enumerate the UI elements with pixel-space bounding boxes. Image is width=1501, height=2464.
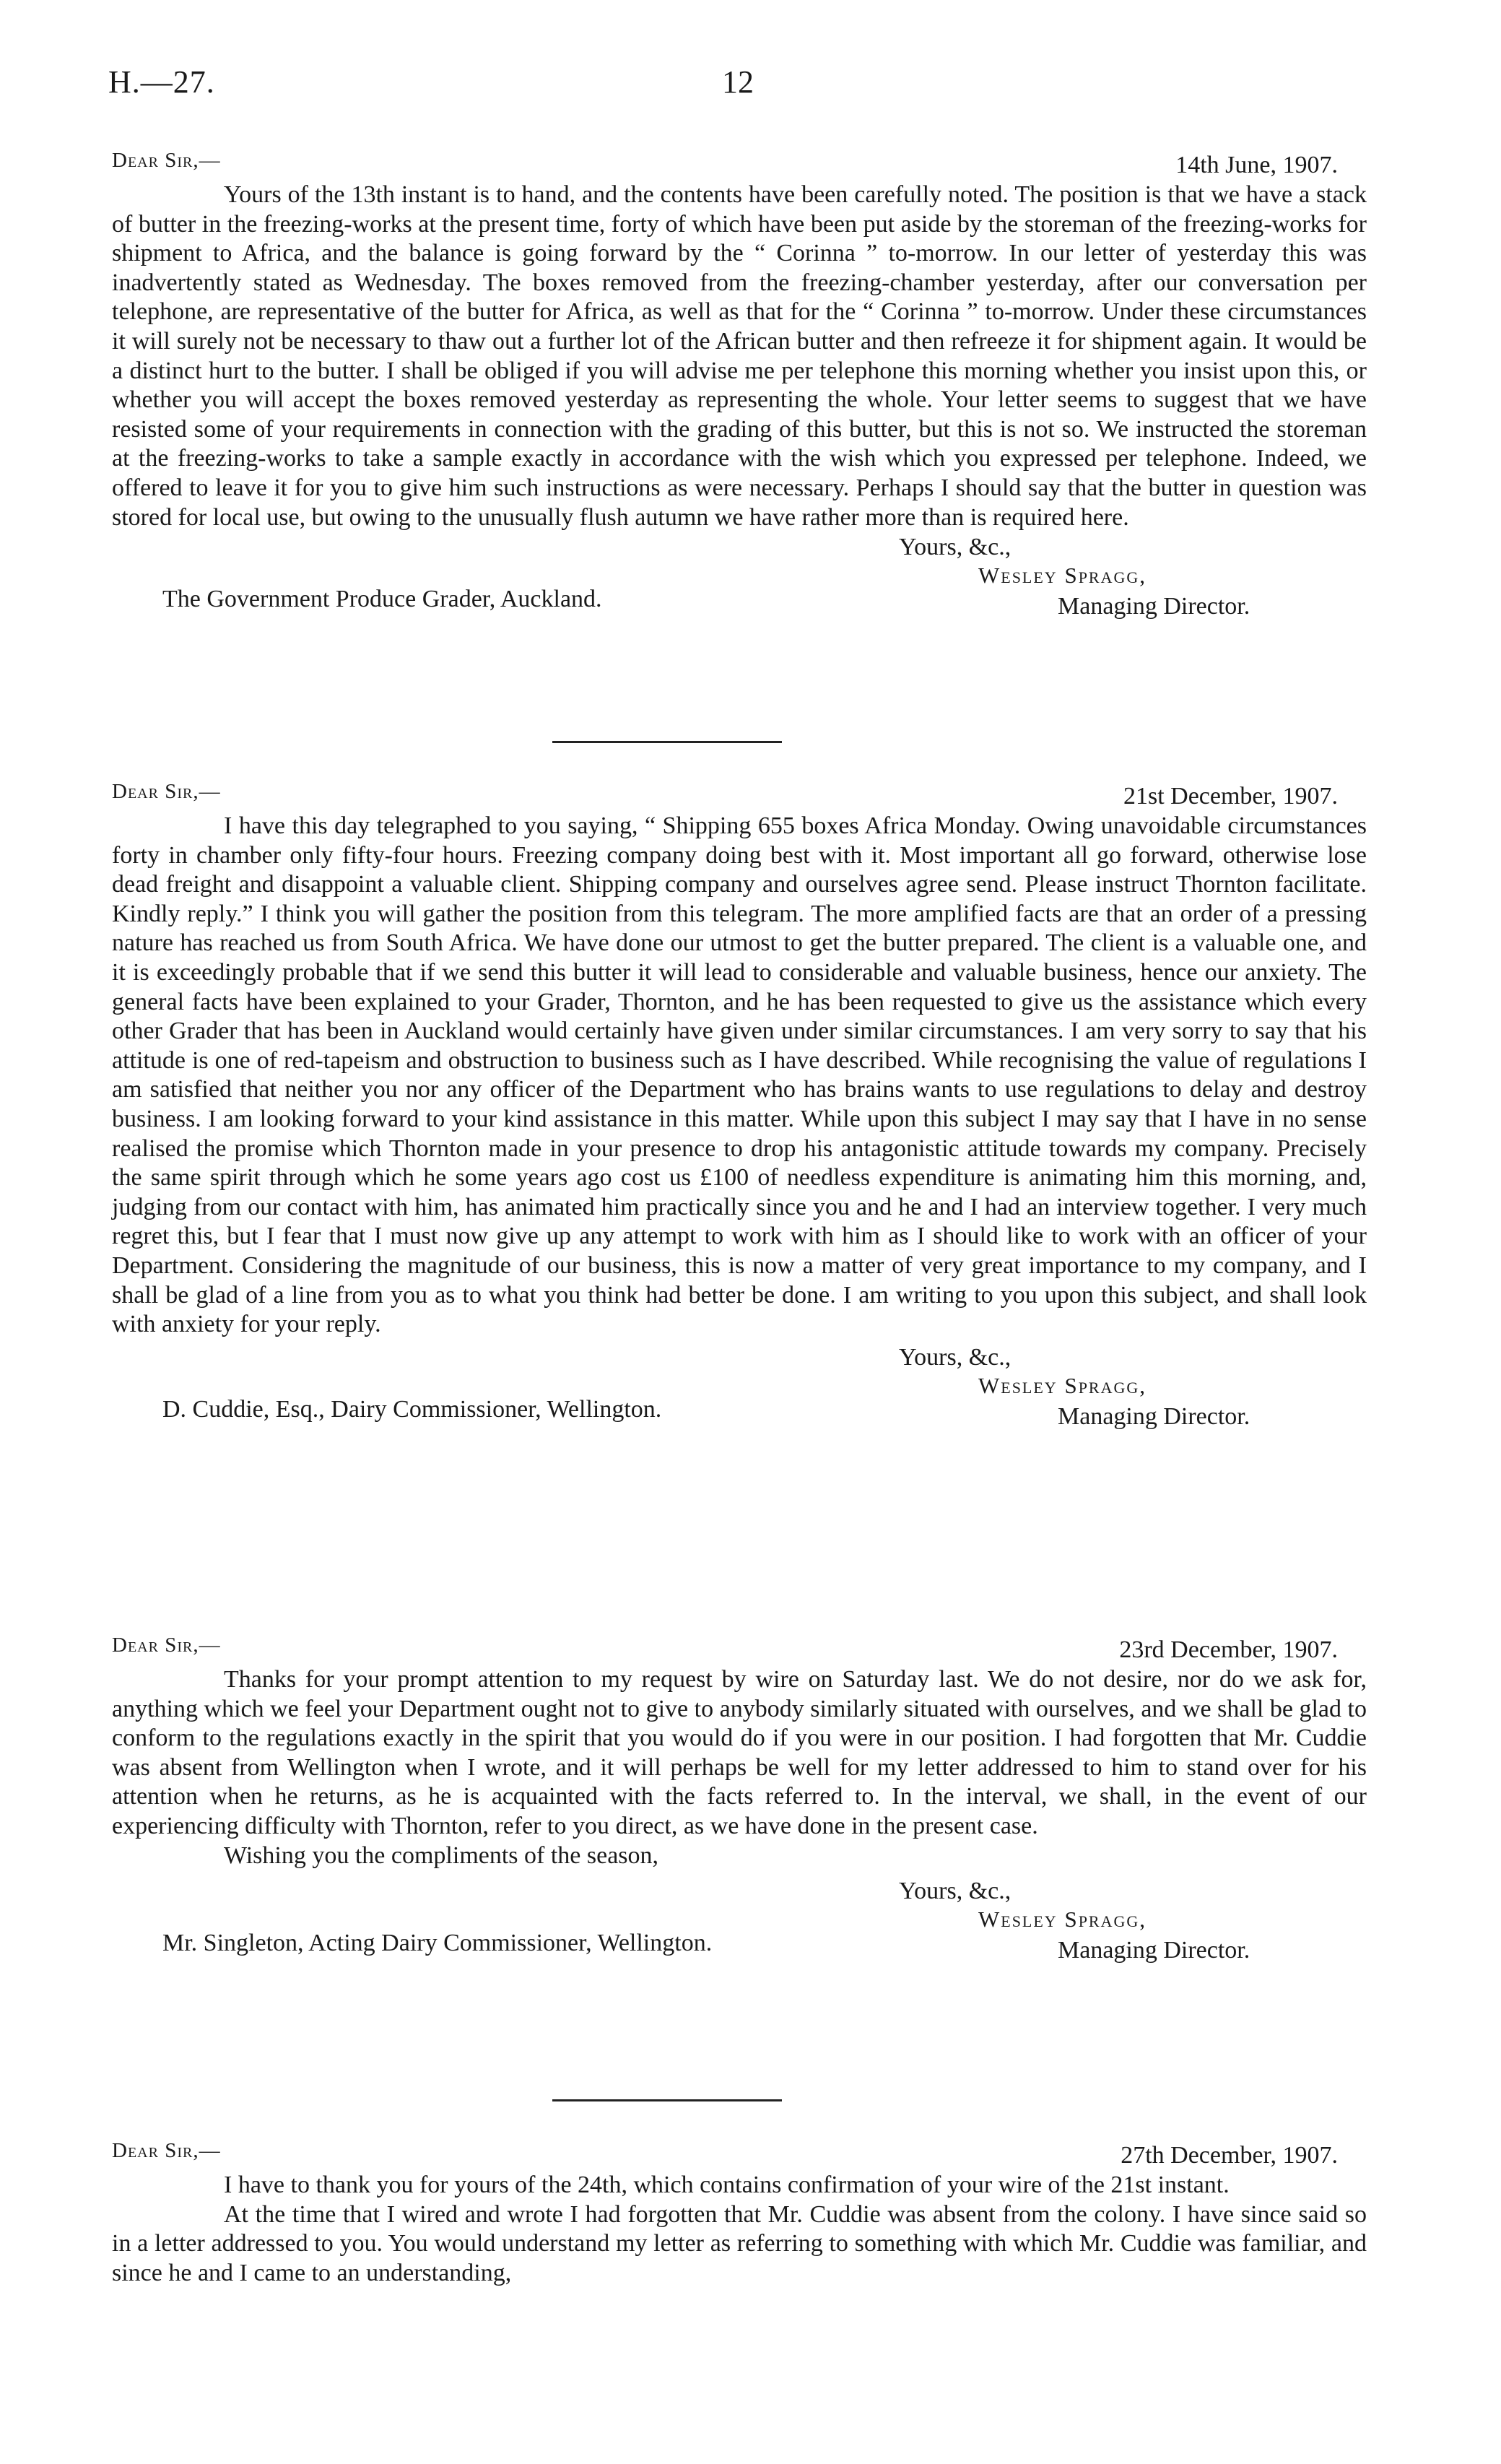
- salutation: Dear Sir,—: [112, 1634, 221, 1657]
- letter-closing: [112, 1344, 1367, 1436]
- letter-date: 14th June, 1907.: [1175, 152, 1338, 178]
- letter-date: 27th December, 1907.: [1121, 2142, 1338, 2169]
- letter-heading: [112, 149, 1367, 181]
- paragraph: I have to thank you for yours of the 24th, which contains confirmation of your wire of the 21st instant.: [224, 2172, 1230, 2198]
- letter-closing: [112, 534, 1367, 626]
- paragraph: Yours of the 13th instant is to hand, and the contents have been carefully noted. The position is that we have a stack of butter in the freezing-works at the present time, forty of which have been put aside by the storeman of the freezing-works for shipment to Africa, and the balance is going forward by the “ Corinna ” to-morrow. In our letter of yesterday this was inadvertently stated as Wednesday. The boxes removed from the freezing-chamber yesterday, after our conversation per telephone, are representative of the butter for Africa, as well as that for the “ Corinna ” to-morrow. Under these circumstances it will surely not be necessary to thaw out a further lot of the African butter and then refreeze it for shipment again. It would be a distinct hurt to the butter. I shall be obliged if you will advise me per telephone this morning whether you insist upon this, or whether you will accept the boxes removed yesterday as representing the whole. Your letter seems to suggest that we have resisted some of your requirements in connection with the grading of this butter, but this is not so. We instructed the storeman at the freezing-works to take a sample exactly in accordance with the wish which you expressed per telephone. Indeed, we offered to leave it for you to give him such instructions as were necessary. Perhaps I should say that the butter in question was stored for local use, but owing to the unusually flush autumn we have rather more than is required here.: [112, 181, 1367, 531]
- page-number: 12: [722, 64, 754, 100]
- page-header: [108, 64, 1393, 114]
- letter-body: [112, 181, 1367, 532]
- signer-title: Managing Director.: [1058, 1937, 1250, 1964]
- complimentary-close: Yours, &c.,: [899, 534, 1011, 561]
- separator-rule: [552, 2099, 782, 2101]
- letter-heading: [112, 2139, 1367, 2171]
- addressee: Mr. Singleton, Acting Dairy Commissioner, Wellington.: [162, 1930, 713, 1957]
- signer-title: Managing Director.: [1058, 1402, 1250, 1430]
- letter-closing: [112, 1878, 1367, 1970]
- letter-heading: [112, 1634, 1367, 1665]
- paragraph: Wishing you the compliments of the season,: [224, 1842, 659, 1869]
- letter-body: [112, 812, 1367, 1340]
- salutation: Dear Sir,—: [112, 2139, 221, 2162]
- addressee: D. Cuddie, Esq., Dairy Commissioner, Wellington.: [162, 1395, 662, 1423]
- letter-3: [112, 1634, 1367, 1970]
- letter-date: 21st December, 1907.: [1123, 783, 1338, 810]
- signer-name: Wesley Spragg,: [978, 1906, 1147, 1932]
- salutation: Dear Sir,—: [112, 149, 221, 172]
- complimentary-close: Yours, &c.,: [899, 1343, 1011, 1371]
- letter-4: [112, 2139, 1367, 2288]
- letter-1: [112, 149, 1367, 626]
- signer-name: Wesley Spragg,: [978, 1372, 1147, 1398]
- addressee: The Government Produce Grader, Auckland.: [162, 586, 602, 613]
- letter-2: [112, 780, 1367, 1436]
- signer-title: Managing Director.: [1058, 593, 1250, 620]
- letter-body: [112, 1665, 1367, 1870]
- letter-date: 23rd December, 1907.: [1119, 1636, 1338, 1663]
- letter-heading: [112, 780, 1367, 812]
- separator-rule: [552, 741, 782, 743]
- report-reference: H.—27.: [108, 64, 215, 100]
- letter-body: [112, 2171, 1367, 2288]
- salutation: Dear Sir,—: [112, 780, 221, 803]
- paragraph: At the time that I wired and wrote I had forgotten that Mr. Cuddie was absent from the colony. I have since said so in a letter addressed to you. You would understand my letter as referring to something with which Mr. Cuddie was familiar, and since he and I came to an understanding,: [112, 2200, 1367, 2286]
- paragraph: Thanks for your prompt attention to my request by wire on Saturday last. We do not desire, nor do we ask for, anything which we feel your Department ought not to give to anybody similarly situated with ourselves, and we shall be glad to conform to the regulations exactly in the spirit that you would do if you were in our position. I had forgotten that Mr. Cuddie was absent from Wellington when I wrote, and it will perhaps be well for my letter addressed to him to stand over for his attention when he returns, as he is acquainted with the facts referred to. In the interval, we shall, in the event of our experiencing difficulty with Thornton, refer to you direct, as we have done in the present case.: [112, 1666, 1367, 1839]
- complimentary-close: Yours, &c.,: [899, 1878, 1011, 1905]
- paragraph: I have this day telegraphed to you saying, “ Shipping 655 boxes Africa Monday. Owing unavoidable circumstances forty in chamber only fifty-four hours. Freezing company doing best with it. Most important all go forward, otherwise lose dead freight and disappoint a valuable client. Shipping company and ourselves agree send. Please instruct Thornton facilitate. Kindly reply.” I think you will gather the position from this telegram. The more amplified facts are that an order of a pressing nature has reached us from South Africa. We have done our utmost to get the butter prepared. The client is a valuable one, and it is exceedingly probable that if we send this butter it will lead to considerable and valuable business, hence our anxiety. The general facts have been explained to your Grader, Thornton, and he has been requested to give us the assistance which every other Grader that has been in Auckland would certainly have given under similar circumstances. I am very sorry to say that his attitude is one of red-tapeism and obstruction to business such as I have described. While recognising the value of regulations I am satisfied that neither you nor any officer of the Department who has brains wants to use regulations to delay and destroy business. I am looking forward to your kind assistance in this matter. While upon this subject I may say that I have in no sense realised the promise which Thornton made in your presence to drop his antagonistic attitude towards my company. Precisely the same spirit through which he some years ago cost us £100 of needless expenditure is animating him this morning, and, judging from our contact with him, has animated him practically since you and he and I had an interview together. I very much regret this, but I fear that I must now give up any attempt to work with him as I should like to work with an officer of your Department. Considering the magnitude of our business, this is now a matter of very great importance to my company, and I shall be glad of a line from you as to what you think had better be done. I am writing to you upon this subject, and shall look with anxiety for your reply.: [112, 812, 1367, 1338]
- signer-name: Wesley Spragg,: [978, 563, 1147, 589]
